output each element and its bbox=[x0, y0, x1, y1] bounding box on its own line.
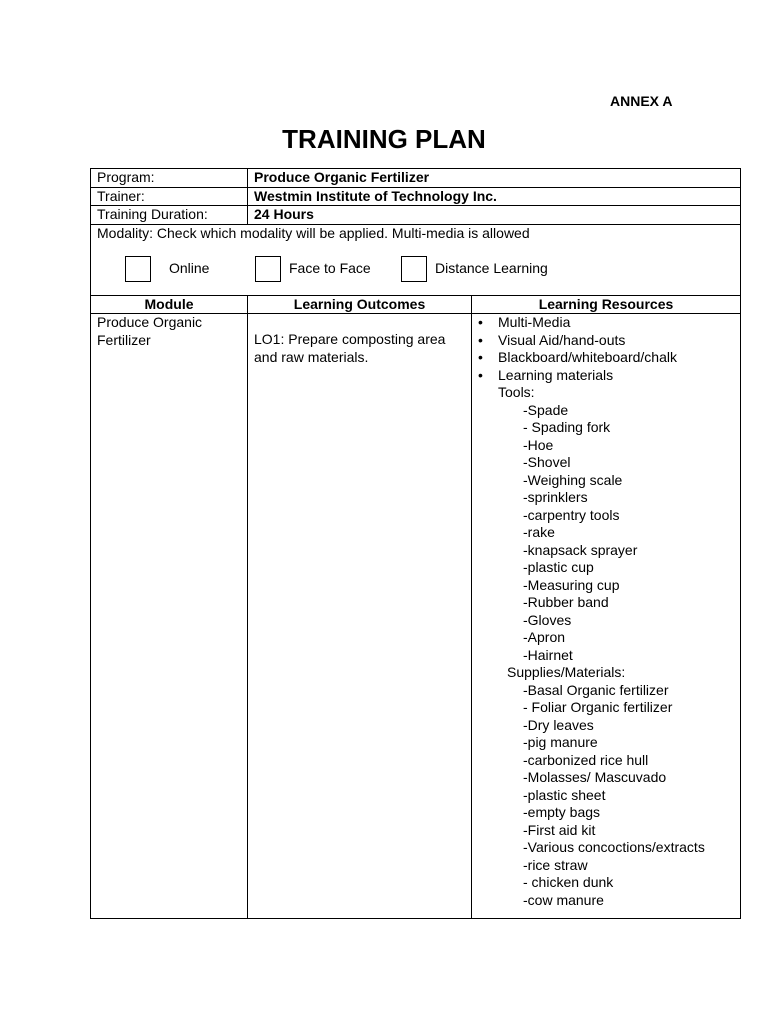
distance-learning-label: Distance Learning bbox=[435, 260, 548, 277]
supply-item: -carbonized rice hull bbox=[523, 751, 649, 768]
tools-heading: Tools: bbox=[498, 384, 535, 400]
module-row bbox=[91, 314, 741, 919]
supply-item: -First aid kit bbox=[523, 821, 596, 838]
online-checkbox[interactable] bbox=[125, 256, 151, 282]
modality-row bbox=[91, 224, 741, 295]
program-value: Produce Organic Fertilizer bbox=[248, 169, 741, 188]
supplies-list bbox=[478, 682, 734, 910]
supply-item: - Foliar Organic fertilizer bbox=[523, 699, 673, 715]
online-label: Online bbox=[169, 260, 210, 277]
supply-item: -Dry leaves bbox=[523, 716, 594, 733]
program-row bbox=[91, 169, 741, 188]
column-header-module: Module bbox=[91, 295, 248, 314]
annex-label: ANNEX A bbox=[610, 93, 673, 109]
supply-item: -rice straw bbox=[523, 856, 588, 873]
tool-item: -Rubber band bbox=[523, 594, 609, 610]
resources-cell bbox=[472, 314, 741, 919]
modality-options bbox=[97, 256, 734, 282]
page-title: TRAINING PLAN bbox=[282, 124, 486, 154]
module-cell bbox=[91, 314, 248, 919]
modality-option-online[interactable] bbox=[125, 256, 255, 282]
supply-item: -cow manure bbox=[523, 891, 604, 908]
program-label: Program: bbox=[91, 169, 248, 188]
modality-option-face-to-face[interactable] bbox=[255, 256, 401, 282]
trainer-label: Trainer: bbox=[91, 187, 248, 206]
learning-outcome: LO1: Prepare composting area and raw materials. bbox=[254, 331, 446, 365]
supply-item: -plastic sheet bbox=[523, 786, 606, 803]
tool-item: -sprinklers bbox=[523, 489, 588, 505]
supply-item: -Basal Organic fertilizer bbox=[523, 681, 669, 698]
column-header-resources: Learning Resources bbox=[472, 295, 741, 314]
tools-list bbox=[478, 402, 734, 665]
supply-item: -empty bags bbox=[523, 804, 601, 820]
distance-learning-checkbox[interactable] bbox=[401, 256, 427, 282]
column-header-outcomes: Learning Outcomes bbox=[248, 295, 472, 314]
supply-item: -pig manure bbox=[523, 734, 598, 750]
duration-value: 24 Hours bbox=[248, 206, 741, 225]
tool-item: -Shovel bbox=[523, 454, 571, 470]
tool-item: -knapsack sprayer bbox=[523, 541, 638, 558]
face-to-face-label: Face to Face bbox=[289, 260, 371, 277]
supply-item: - chicken dunk bbox=[523, 874, 614, 890]
face-to-face-checkbox[interactable] bbox=[255, 256, 281, 282]
tool-item: -Spade bbox=[523, 401, 569, 418]
tool-item: -plastic cup bbox=[523, 559, 594, 575]
resource-item: • Multi-Media bbox=[478, 314, 734, 332]
duration-label: Training Duration: bbox=[91, 206, 248, 225]
tool-item: -Weighing scale bbox=[523, 471, 623, 488]
tool-item: -Gloves bbox=[523, 611, 572, 628]
supply-item: -Various concoctions/extracts bbox=[523, 839, 705, 855]
training-plan-table bbox=[90, 168, 741, 919]
modality-cell bbox=[91, 224, 741, 295]
tool-item: -Hoe bbox=[523, 436, 554, 453]
column-header-row bbox=[91, 295, 741, 314]
supplies-heading: Supplies/Materials: bbox=[507, 664, 626, 680]
module-name: Produce Organic Fertilizer bbox=[97, 314, 203, 348]
tool-item: -carpentry tools bbox=[523, 506, 620, 523]
resource-item: • Blackboard/whiteboard/chalk bbox=[478, 349, 734, 367]
modality-instruction: Modality: Check which modality will be applied. Multi-media is allowed bbox=[97, 224, 530, 241]
duration-row bbox=[91, 206, 741, 225]
tool-item: -rake bbox=[523, 524, 555, 540]
resource-bullets bbox=[478, 314, 734, 384]
tool-item: -Hairnet bbox=[523, 646, 573, 663]
resource-item: • Visual Aid/hand-outs bbox=[478, 332, 734, 350]
trainer-row bbox=[91, 187, 741, 206]
tool-item: -Apron bbox=[523, 629, 566, 645]
tool-item: -Measuring cup bbox=[523, 576, 620, 593]
modality-option-distance-learning[interactable] bbox=[401, 256, 548, 282]
tool-item: - Spading fork bbox=[523, 419, 611, 435]
resource-item: • Learning materials bbox=[478, 367, 734, 385]
trainer-value: Westmin Institute of Technology Inc. bbox=[248, 187, 741, 206]
outcome-cell bbox=[248, 314, 472, 919]
supply-item: -Molasses/ Mascuvado bbox=[523, 769, 667, 785]
